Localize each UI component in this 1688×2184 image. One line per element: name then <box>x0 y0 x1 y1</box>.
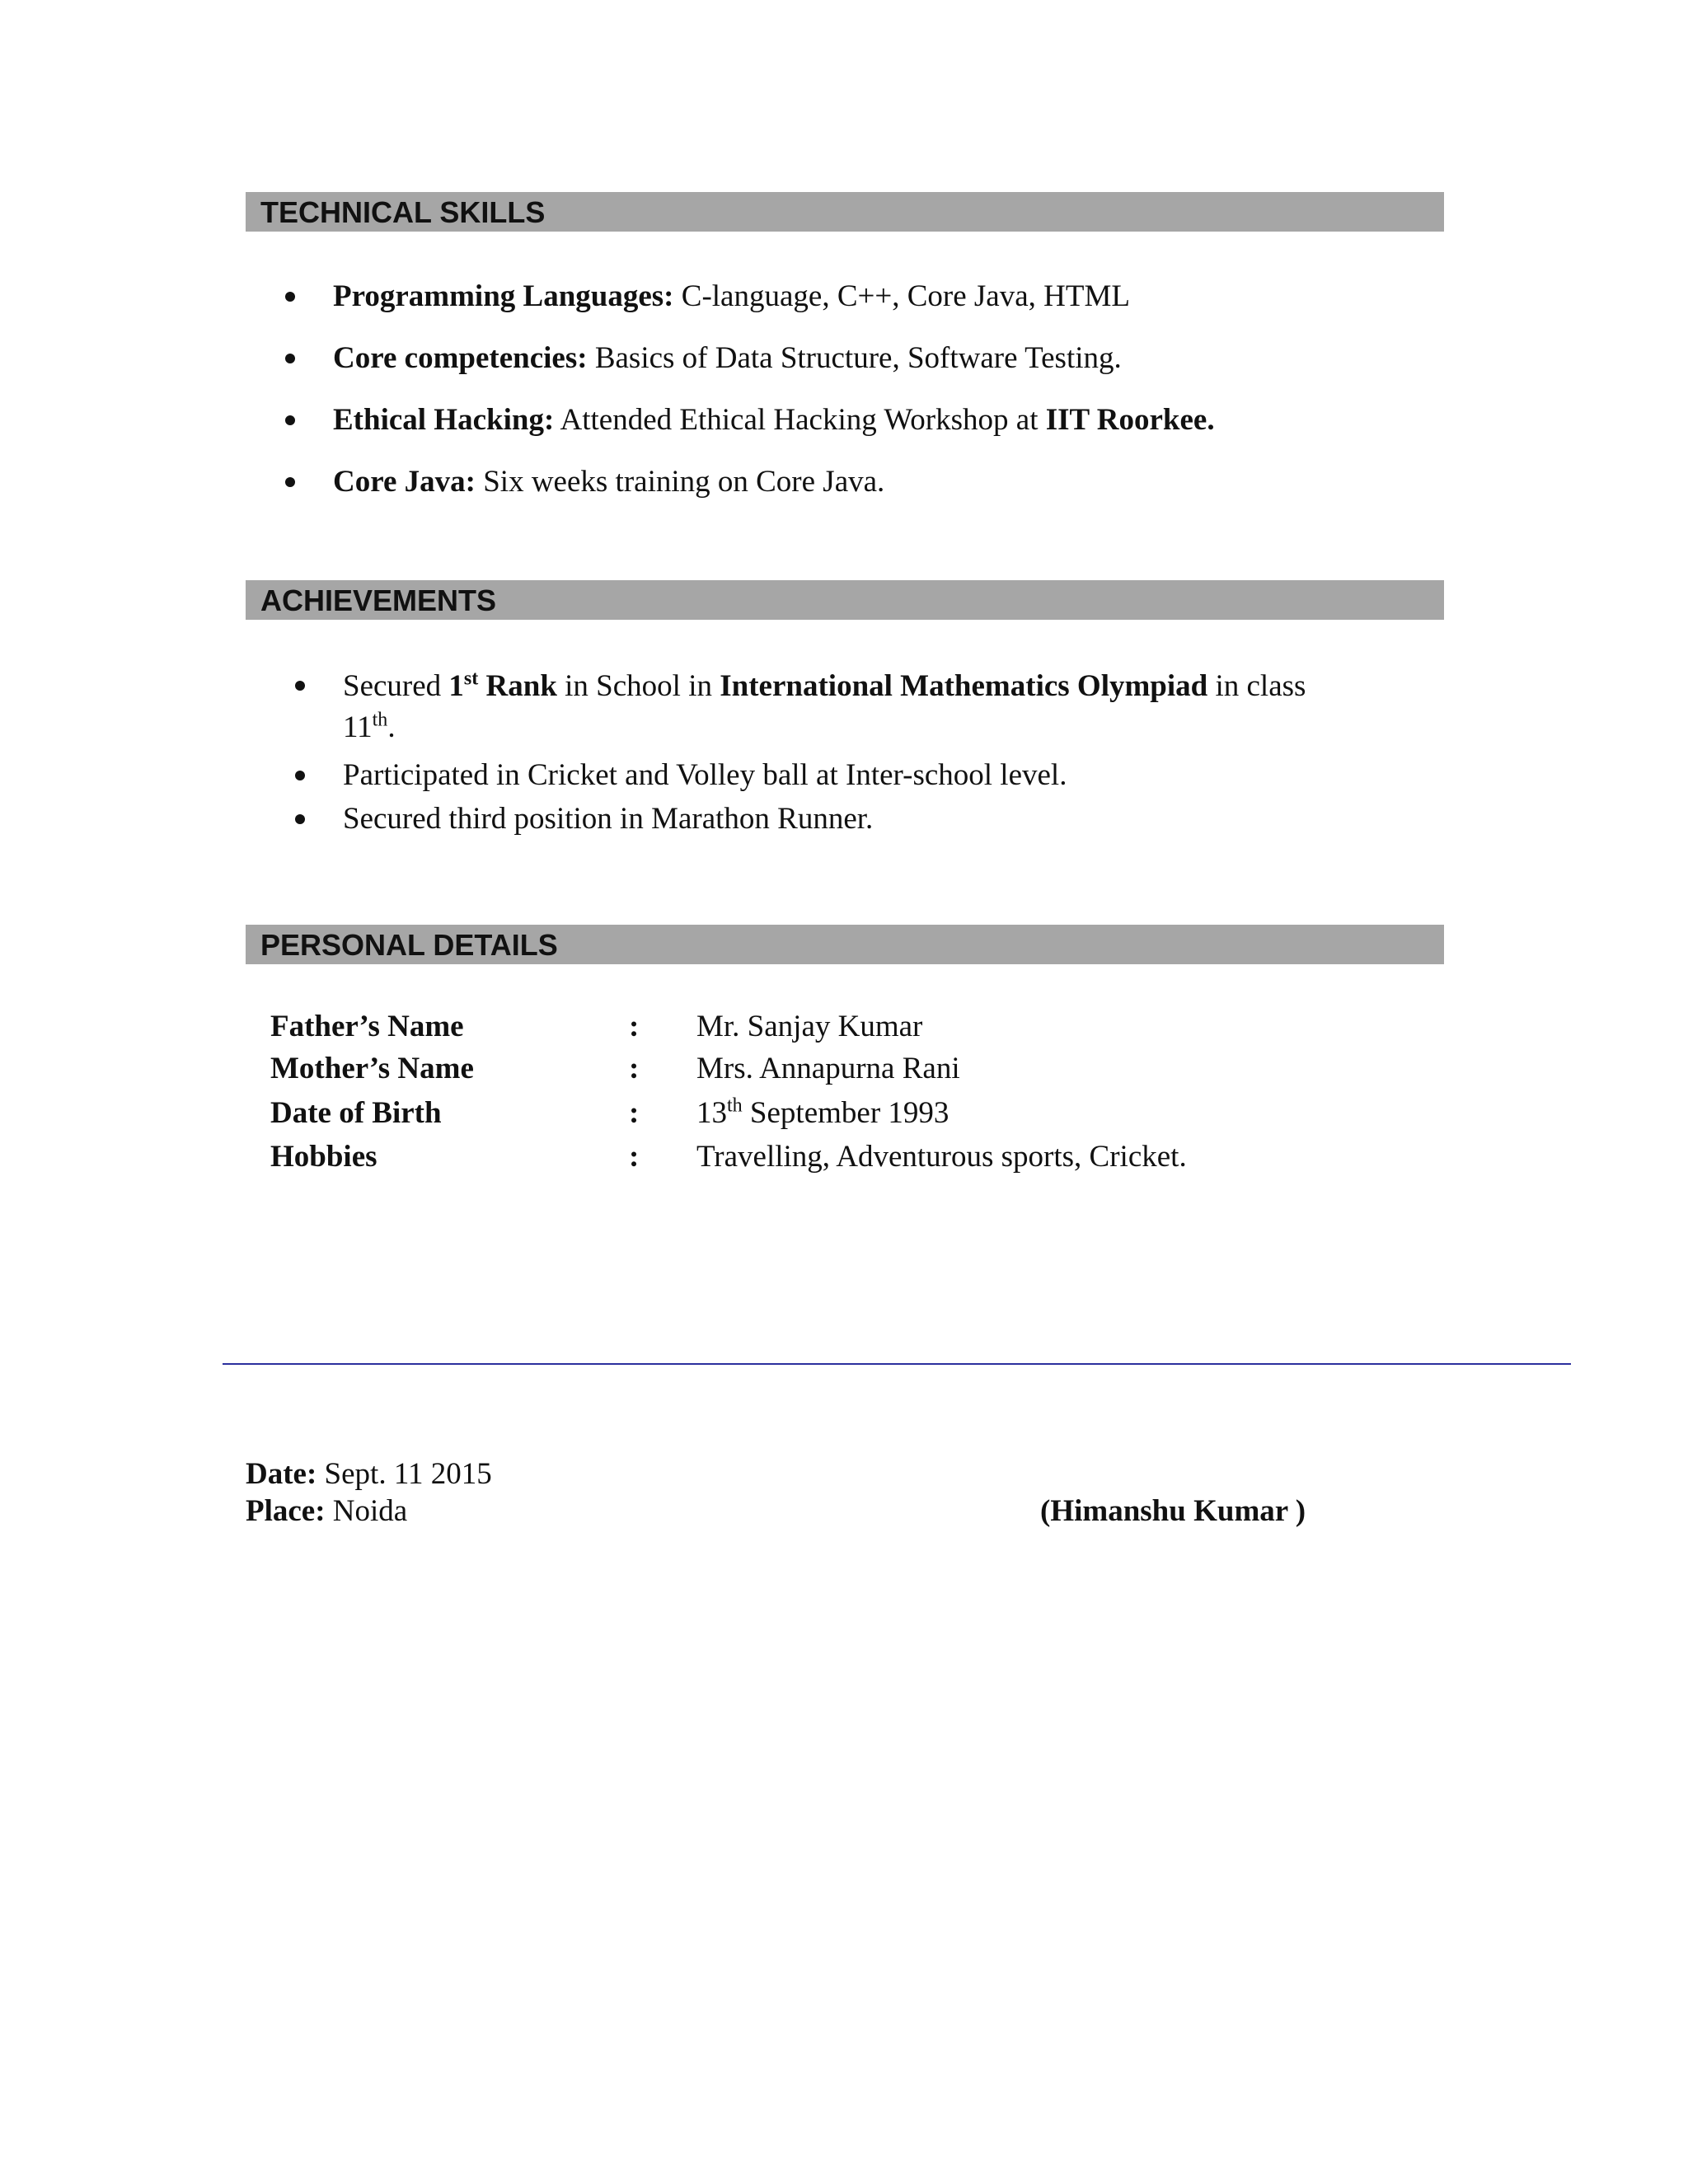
detail-label: Mother’s Name <box>270 1052 474 1085</box>
detail-value: Mr. Sanjay Kumar <box>696 1010 923 1043</box>
skill-text: Attended Ethical Hacking Workshop at <box>560 403 1039 437</box>
detail-label: Father’s Name <box>270 1010 464 1043</box>
list-item: Participated in Cricket and Volley ball at Inter-school level. <box>343 758 1067 792</box>
place-value: Noida <box>332 1494 408 1528</box>
list-item <box>333 340 1122 377</box>
bullet-icon <box>295 681 305 691</box>
bullet-icon <box>285 477 295 487</box>
bullet-icon <box>295 814 305 824</box>
detail-separator: : <box>629 1052 640 1085</box>
date-value: Sept. 11 2015 <box>324 1457 492 1491</box>
list-item <box>343 666 1385 748</box>
signature-name: (Himanshu Kumar ) <box>1040 1494 1306 1528</box>
achievement-end: . <box>387 710 396 744</box>
achievement-text: Secured <box>343 669 442 703</box>
footer-date <box>246 1456 492 1493</box>
list-item <box>333 464 884 500</box>
skill-label: Core competencies: <box>333 341 588 375</box>
detail-separator: : <box>629 1010 640 1043</box>
class-number: 11 <box>343 710 373 744</box>
detail-value <box>696 1095 949 1132</box>
skill-label: Core Java: <box>333 465 476 499</box>
bullet-icon <box>285 415 295 425</box>
detail-value: Mrs. Annapurna Rani <box>696 1052 960 1085</box>
date-label: Date: <box>246 1457 317 1491</box>
detail-label: Hobbies <box>270 1140 377 1174</box>
skill-text: C-language, C++, Core Java, HTML <box>681 279 1130 313</box>
list-item <box>333 402 1215 438</box>
skill-text: Basics of Data Structure, Software Testing. <box>594 341 1122 375</box>
detail-label: Date of Birth <box>270 1096 442 1130</box>
achievement-text: in class <box>1215 669 1306 703</box>
detail-value: Travelling, Adventurous sports, Cricket. <box>696 1140 1187 1174</box>
section-header-achievements: ACHIEVEMENTS <box>246 580 1444 620</box>
class-suffix: th <box>372 709 388 731</box>
skill-bold-tail: IIT Roorkee. <box>1045 403 1215 437</box>
bullet-icon <box>285 292 295 302</box>
rank-number: 1 <box>448 669 464 703</box>
skill-label: Ethical Hacking: <box>333 403 555 437</box>
list-item: Secured third position in Marathon Runner. <box>343 802 874 836</box>
rank-suffix: st <box>463 668 479 690</box>
skill-text: Six weeks training on Core Java. <box>483 465 885 499</box>
bullet-icon <box>285 354 295 363</box>
list-item <box>333 279 1130 315</box>
place-label: Place: <box>246 1494 326 1528</box>
olympiad-name: International Mathematics Olympiad <box>720 669 1208 703</box>
dob-suffix: th <box>727 1094 743 1117</box>
detail-separator: : <box>629 1096 640 1130</box>
skill-label: Programming Languages: <box>333 279 674 313</box>
dob-day: 13 <box>696 1096 727 1130</box>
rank-word: Rank <box>485 669 557 703</box>
detail-separator: : <box>629 1140 640 1174</box>
dob-rest: September 1993 <box>749 1096 950 1130</box>
section-header-technical-skills: TECHNICAL SKILLS <box>246 192 1444 232</box>
achievement-text: in School in <box>565 669 712 703</box>
footer-place <box>246 1493 407 1530</box>
section-header-personal-details: PERSONAL DETAILS <box>246 925 1444 964</box>
divider-line <box>223 1363 1571 1365</box>
bullet-icon <box>295 771 305 780</box>
